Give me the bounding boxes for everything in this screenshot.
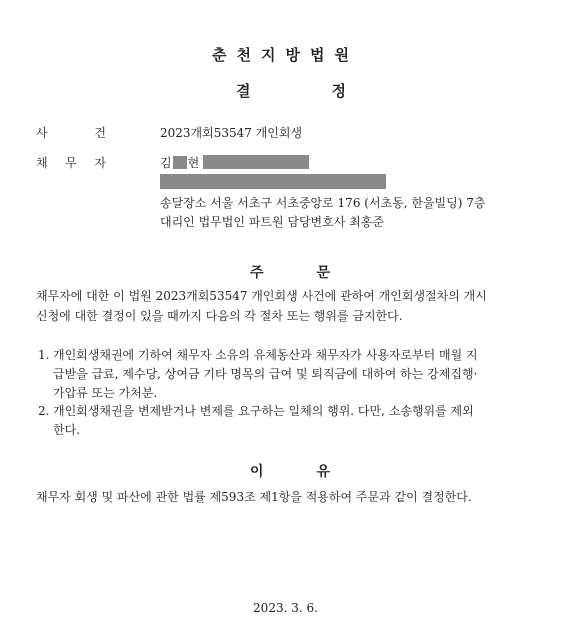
legal-agent: 대리인 법무법인 파트원 담당변호사 최홍준 xyxy=(160,215,384,229)
debtor-name: 김 현 xyxy=(160,156,200,170)
decision-date: 2023. 3. 6. xyxy=(253,601,318,615)
document-type-char-1: 결 xyxy=(236,82,251,100)
reason-text: 채무자 회생 및 파산에 관한 법률 제593조 제1항을 적용하여 주문과 같이 결정한다. xyxy=(36,490,472,504)
case-number: 2023개회53547 개인회생 xyxy=(160,126,303,140)
document-type-char-2: 정 xyxy=(331,82,346,100)
redaction-bar xyxy=(203,155,309,169)
order-item-1: 1. 개인회생채권에 기하여 채무자 소유의 유체동산과 채무자가 사용자로부터 매월 지 급받을 급료, 제수당, 상여금 기타 명목의 급여 및 퇴직금에 대하여 하는 강제집행· 가압류 또는 가처분. xyxy=(38,348,478,400)
document-type xyxy=(236,80,346,101)
order-item-2: 2. 개인회생채권을 변제받거나 변제를 요구하는 일체의 행위. 다만, 소송행위를 제외 한다. xyxy=(38,404,474,437)
redaction-bar xyxy=(173,156,187,169)
reason-heading: 이 유 xyxy=(250,464,330,480)
order-intro: 채무자에 대한 이 법원 2023개회53547 개인회생 사건에 관하여 개인회생절차의 개시 신청에 대한 결정이 있을 때까지 다음의 각 절차 또는 행위를 금지한다. xyxy=(36,289,487,323)
court-name: 춘천지방법원 xyxy=(212,46,359,64)
debtor-label: 채 무 자 xyxy=(36,156,106,170)
case-label: 사 건 xyxy=(36,126,106,140)
redaction-bar xyxy=(160,174,386,189)
order-heading: 주 문 xyxy=(250,265,330,281)
service-address: 송달장소 서울 서초구 서초중앙로 176 (서초동, 한울빌딩) 7층 xyxy=(160,196,486,210)
